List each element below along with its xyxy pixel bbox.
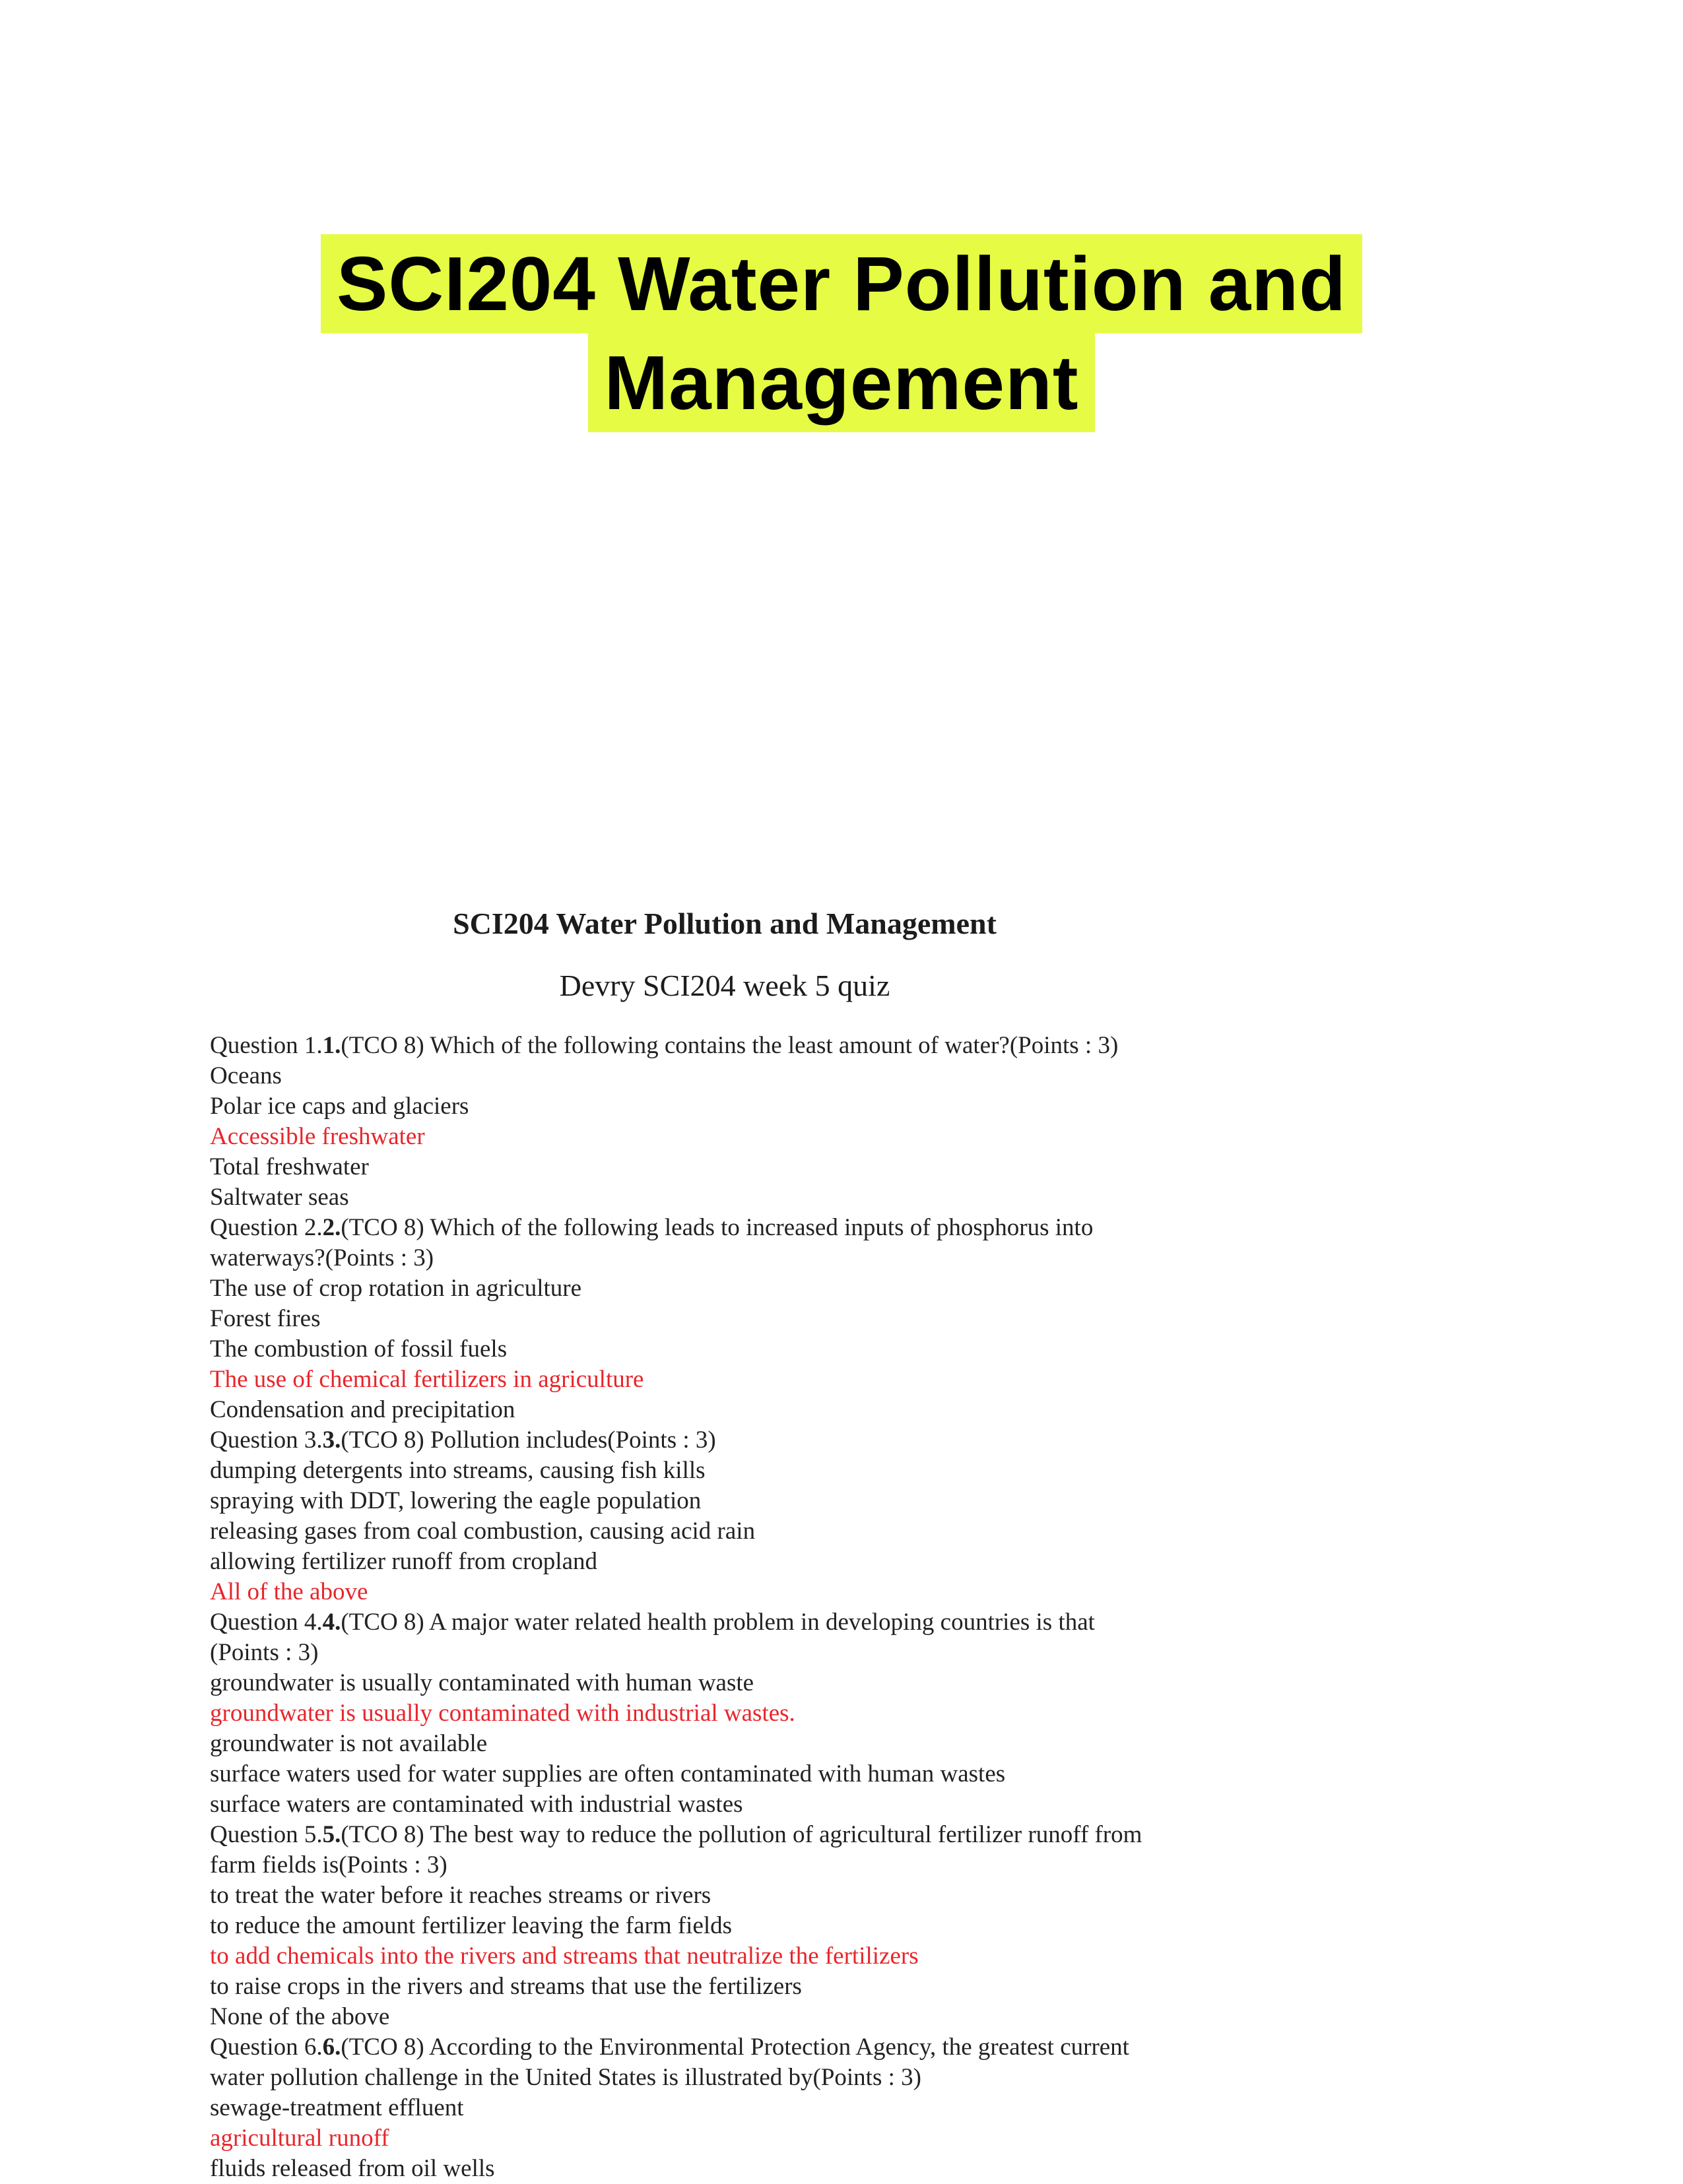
answer-option: farm fields is(Points : 3) — [210, 1851, 447, 1879]
question-prefix: Question 6. — [210, 2034, 323, 2061]
question-number: 4. — [322, 1609, 341, 1636]
question-line — [210, 1607, 1239, 1638]
answer-option: spraying with DDT, lowering the eagle population — [210, 1487, 702, 1514]
answer-option: surface waters used for water supplies are often contaminated with human wastes — [210, 1760, 1006, 1787]
question-text: (TCO 8) Which of the following leads to increased inputs of phosphorus into — [341, 1214, 1094, 1241]
correct-answer-option: to add chemicals into the rivers and streams that neutralize the fertilizers — [210, 1943, 919, 1970]
quiz-body — [210, 1031, 1239, 2184]
question-line — [210, 1213, 1239, 1243]
answer-option: Total freshwater — [210, 1153, 369, 1180]
question-line — [210, 1820, 1239, 1850]
answer-option: surface waters are contaminated with industrial wastes — [210, 1791, 743, 1818]
correct-answer-option: Accessible freshwater — [210, 1123, 425, 1150]
answer-option: Forest fires — [210, 1305, 321, 1332]
answer-option: fluids released from oil wells — [210, 2155, 495, 2182]
question-line — [210, 1425, 1239, 1456]
correct-answer-option: The use of chemical fertilizers in agriculture — [210, 1366, 644, 1393]
question-number: 1. — [322, 1032, 341, 1059]
question-prefix: Question 1. — [210, 1032, 323, 1059]
answer-option: Condensation and precipitation — [210, 1396, 515, 1423]
question-number: 3. — [322, 1427, 341, 1454]
answer-option: Oceans — [210, 1062, 282, 1089]
highlighted-title — [0, 234, 1683, 432]
question-text: (TCO 8) According to the Environmental Protection Agency, the greatest current — [341, 2034, 1129, 2061]
document-subheading: Devry SCI204 week 5 quiz — [559, 969, 890, 1002]
answer-option: sewage-treatment effluent — [210, 2094, 464, 2121]
answer-option: to treat the water before it reaches streams or rivers — [210, 1882, 711, 1909]
question-prefix: Question 4. — [210, 1609, 323, 1636]
answer-option: waterways?(Points : 3) — [210, 1244, 434, 1271]
question-prefix: Question 2. — [210, 1214, 323, 1241]
correct-answer-option: All of the above — [210, 1578, 368, 1605]
answer-option: groundwater is not available — [210, 1730, 488, 1757]
answer-option: water pollution challenge in the United States is illustrated by(Points : 3) — [210, 2064, 921, 2091]
title-line-1: SCI204 Water Pollution and — [321, 234, 1362, 333]
question-text: (TCO 8) The best way to reduce the pollution of agricultural fertilizer runoff from — [341, 1821, 1142, 1848]
question-number: 6. — [322, 2034, 341, 2061]
answer-option: to raise crops in the rivers and streams that use the fertilizers — [210, 1973, 802, 2000]
question-line — [210, 1031, 1239, 1061]
question-number: 2. — [322, 1214, 341, 1241]
question-line — [210, 2032, 1239, 2063]
question-number: 5. — [322, 1821, 341, 1848]
question-prefix: Question 5. — [210, 1821, 323, 1848]
title-line-2: Management — [588, 333, 1094, 432]
answer-option: dumping detergents into streams, causing fish kills — [210, 1457, 706, 1484]
answer-option: groundwater is usually contaminated with human waste — [210, 1669, 754, 1696]
answer-option: to reduce the amount fertilizer leaving the farm fields — [210, 1912, 733, 1939]
question-text: (TCO 8) Which of the following contains the least amount of water?(Points : 3) — [341, 1032, 1119, 1059]
answer-option: (Points : 3) — [210, 1639, 319, 1666]
correct-answer-option: groundwater is usually contaminated with industrial wastes. — [210, 1700, 795, 1727]
answer-option: releasing gases from coal combustion, causing acid rain — [210, 1518, 756, 1545]
answer-option: Polar ice caps and glaciers — [210, 1093, 469, 1120]
answer-option: The use of crop rotation in agriculture — [210, 1275, 582, 1302]
answer-option: None of the above — [210, 2003, 390, 2030]
answer-option: allowing fertilizer runoff from cropland — [210, 1548, 597, 1575]
question-text: (TCO 8) Pollution includes(Points : 3) — [341, 1427, 716, 1454]
document-heading: SCI204 Water Pollution and Management — [453, 907, 997, 940]
answer-option: Saltwater seas — [210, 1184, 349, 1211]
question-text: (TCO 8) A major water related health problem in developing countries is that — [341, 1609, 1095, 1636]
question-prefix: Question 3. — [210, 1427, 323, 1454]
correct-answer-option: agricultural runoff — [210, 2125, 389, 2152]
answer-option: The combustion of fossil fuels — [210, 1335, 508, 1363]
